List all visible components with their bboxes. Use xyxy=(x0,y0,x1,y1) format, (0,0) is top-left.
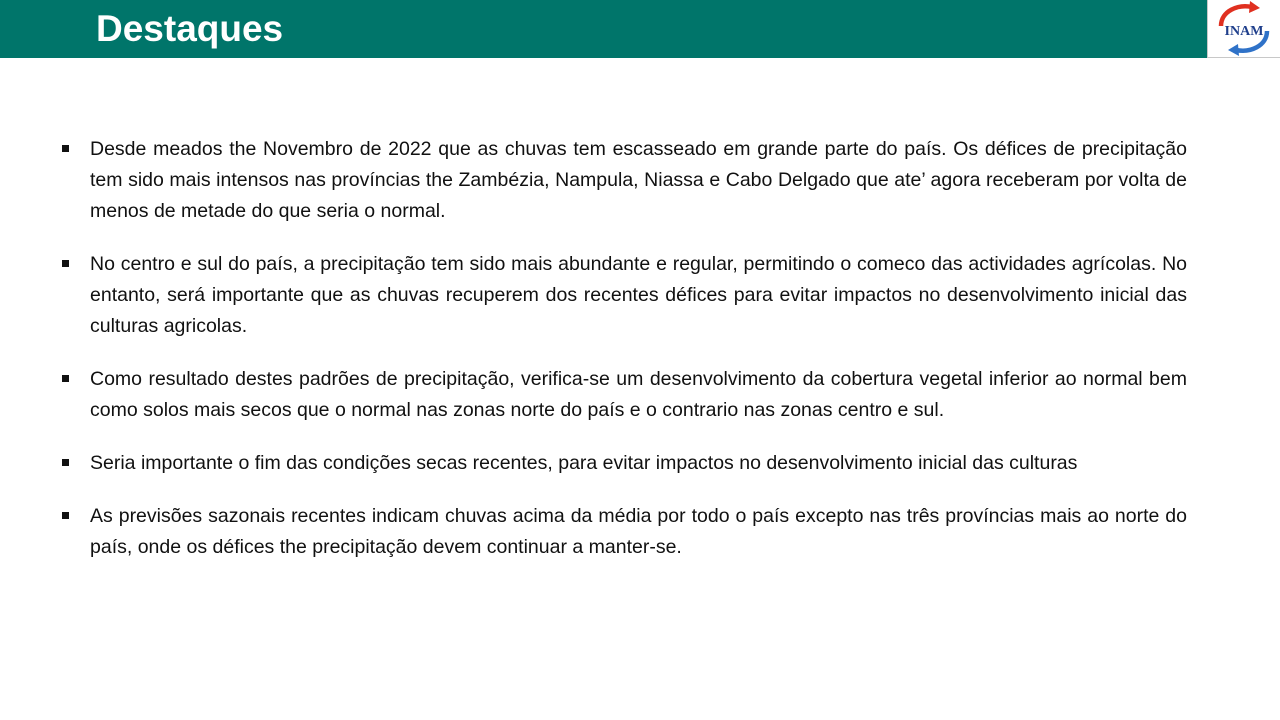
square-bullet-icon xyxy=(62,260,69,267)
list-item xyxy=(60,501,1187,563)
slide-title: Destaques xyxy=(96,8,284,49)
square-bullet-icon xyxy=(62,145,69,152)
list-item-text: Seria importante o fim das condições secas recentes, para evitar impactos no desenvolvimento inicial das culturas xyxy=(90,452,1078,474)
list-item-text: Desde meados the Novembro de 2022 que as chuvas tem escasseado em grande parte do país. Os défices de precipitação tem sido mais intensos nas províncias the Zambézia, Nampula, Niassa e Cabo Delgado que ate’ agora receberam por volta de menos de metade do que seria o normal. xyxy=(90,138,1187,222)
list-item xyxy=(60,364,1187,426)
square-bullet-icon xyxy=(62,512,69,519)
inam-logo xyxy=(1207,0,1280,58)
inam-logo-icon xyxy=(1208,0,1280,57)
highlights-list xyxy=(60,134,1187,585)
list-item-text: Como resultado destes padrões de precipitação, verifica-se um desenvolvimento da cobertura vegetal inferior ao normal bem como solos mais secos que o normal nas zonas norte do país e o contrario nas zonas centro e sul. xyxy=(90,368,1187,421)
list-item-text: As previsões sazonais recentes indicam chuvas acima da média por todo o país excepto nas três províncias mais ao norte do país, onde os défices the precipitação devem continuar a manter-se. xyxy=(90,505,1187,558)
header-bar xyxy=(0,0,1280,58)
square-bullet-icon xyxy=(62,459,69,466)
logo-text: INAM xyxy=(1224,24,1264,39)
list-item xyxy=(60,448,1187,479)
list-item-text: No centro e sul do país, a precipitação tem sido mais abundante e regular, permitindo o comeco das actividades agrícolas. No entanto, será importante que as chuvas recuperem dos recentes défices para evitar impactos no desenvolvimento inicial das culturas agricolas. xyxy=(90,253,1187,337)
list-item xyxy=(60,249,1187,342)
square-bullet-icon xyxy=(62,375,69,382)
list-item xyxy=(60,134,1187,227)
